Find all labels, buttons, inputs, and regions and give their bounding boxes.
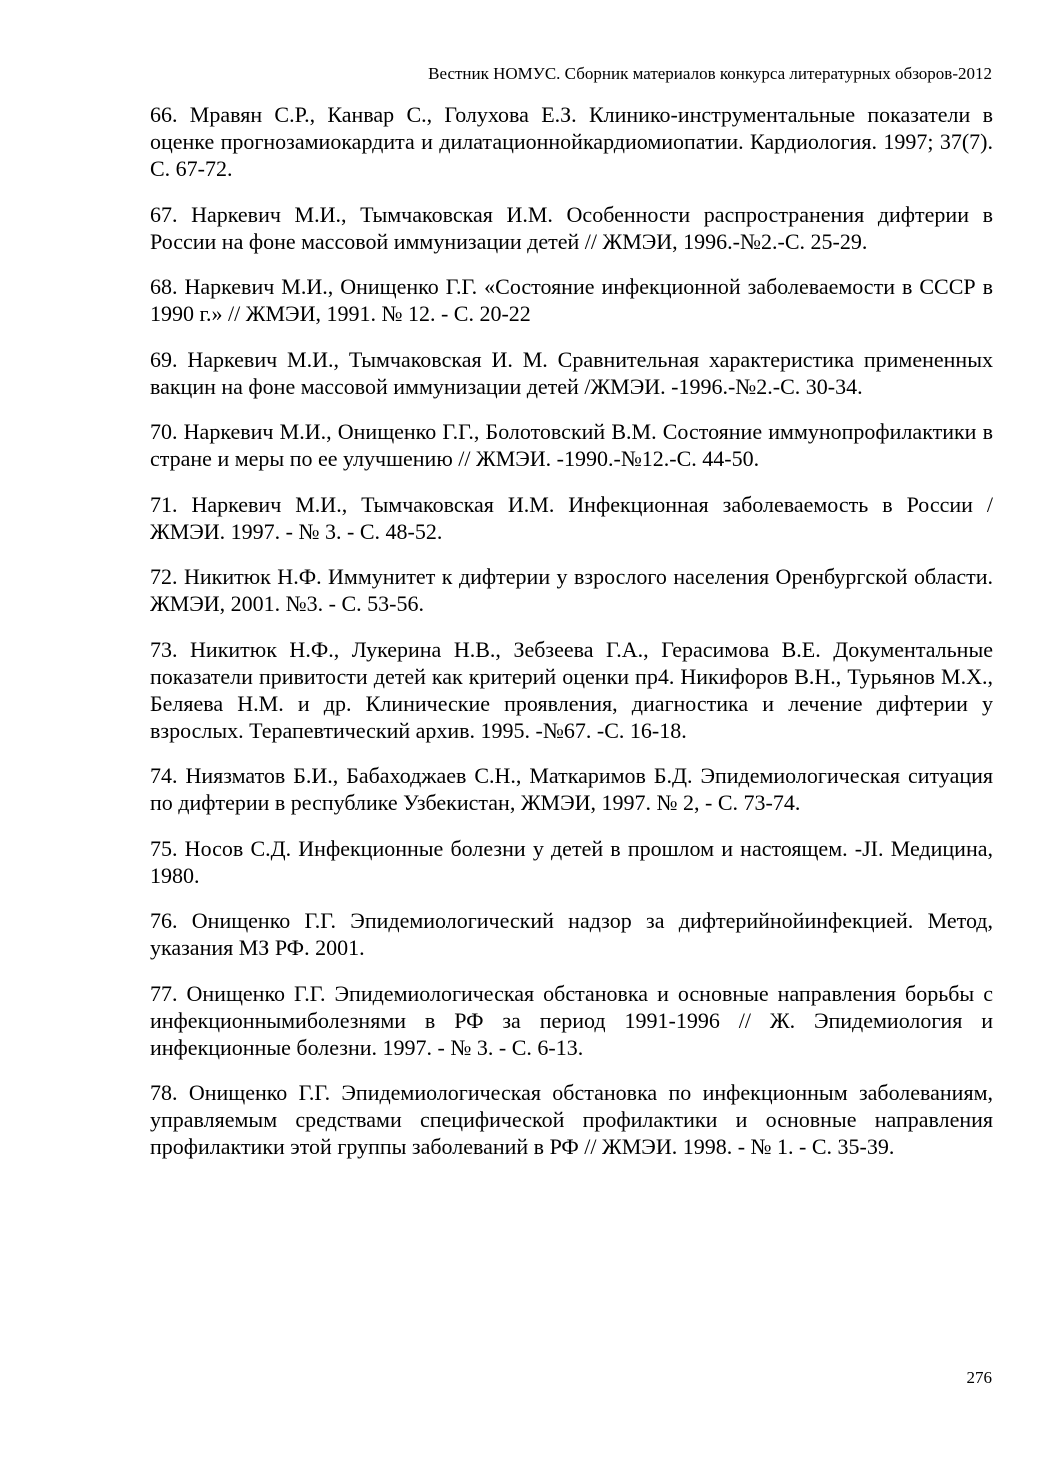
reference-item-75: 75. Носов С.Д. Инфекционные болезни у детей в прошлом и настоящем. -JI. Медицина, 1980. bbox=[150, 835, 993, 888]
reference-item-71: 71. Наркевич М.И., Тымчаковская И.М. Инфекционная заболеваемость в России / ЖМЭИ. 1997. - № 3. - С. 48-52. bbox=[150, 491, 993, 544]
reference-item-77: 77. Онищенко Г.Г. Эпидемиологическая обстановка и основные направления борьбы с инфекционнымиболезнями в РФ за период 1991-1996 // Ж. Эпидемиология и инфекционные болезни. 1997. - № 3. - С. 6-13. bbox=[150, 980, 993, 1060]
reference-item-68: 68. Наркевич М.И., Онищенко Г.Г. «Состояние инфекционной заболеваемости в СССР в 1990 г.» // ЖМЭИ, 1991. № 12. - С. 20-22 bbox=[150, 274, 993, 326]
reference-item-69: 69. Наркевич М.И., Тымчаковская И. М. Сравнительная характеристика примененных вакцин на фоне массовой иммунизации детей /ЖМЭИ. -1996.-№2.-С. 30-34. bbox=[150, 346, 993, 399]
reference-item-66: 66. Мравян С.Р., Канвар С., Голухова Е.З. Клинико-инструментальные показатели в оценке прогнозамиокардита и дилатационнойкардиомиопатии. Кардиология. 1997; 37(7). С. 67-72. bbox=[150, 102, 993, 181]
running-header: Вестник НОМУС. Сборник материалов конкурса литературных обзоров-2012 bbox=[428, 64, 992, 83]
reference-item-74: 74. Ниязматов Б.И., Бабаходжаев С.Н., Маткаримов Б.Д. Эпидемиологическая ситуация по дифтерии в республике Узбекистан, ЖМЭИ, 1997. № 2, - С. 73-74. bbox=[150, 763, 993, 815]
reference-item-72: 72. Никитюк Н.Ф. Иммунитет к дифтерии у взрослого населения Оренбургской области. ЖМЭИ, 2001. №3. - С. 53-56. bbox=[150, 564, 993, 616]
reference-item-73: 73. Никитюк Н.Ф., Лукерина Н.В., Зебзеева Г.А., Герасимова В.Е. Документальные показатели привитости детей как критерий оценки пр4. Никифоров В.Н., Турьянов М.Х., Беляева Н.М. и др. Клинические проявления, диагностика и лечение дифтерии у взрослых. Терапевтический архив. 1995. -№67. -С. 16-18. bbox=[150, 636, 993, 743]
reference-item-67: 67. Наркевич М.И., Тымчаковская И.М. Особенности распространения дифтерии в России на фоне массовой иммунизации детей // ЖМЭИ, 1996.-№2.-С. 25-29. bbox=[150, 201, 993, 254]
page-number: 276 bbox=[966, 1368, 992, 1387]
reference-item-76: 76. Онищенко Г.Г. Эпидемиологический надзор за дифтерийнойинфекцией. Метод, указания МЗ РФ. 2001. bbox=[150, 908, 993, 960]
reference-item-70: 70. Наркевич М.И., Онищенко Г.Г., Болотовский В.М. Состояние иммунопрофилактики в стране и меры по ее улучшению // ЖМЭИ. -1990.-№12.-С. 44-50. bbox=[150, 419, 993, 471]
reference-list bbox=[150, 101, 993, 1177]
reference-item-78: 78. Онищенко Г.Г. Эпидемиологическая обстановка по инфекционным заболеваниям, управляемым средствами специфической профилактики и основные направления профилактики этой группы заболеваний в РФ // ЖМЭИ. 1998. - № 1. - С. 35-39. bbox=[150, 1080, 993, 1159]
